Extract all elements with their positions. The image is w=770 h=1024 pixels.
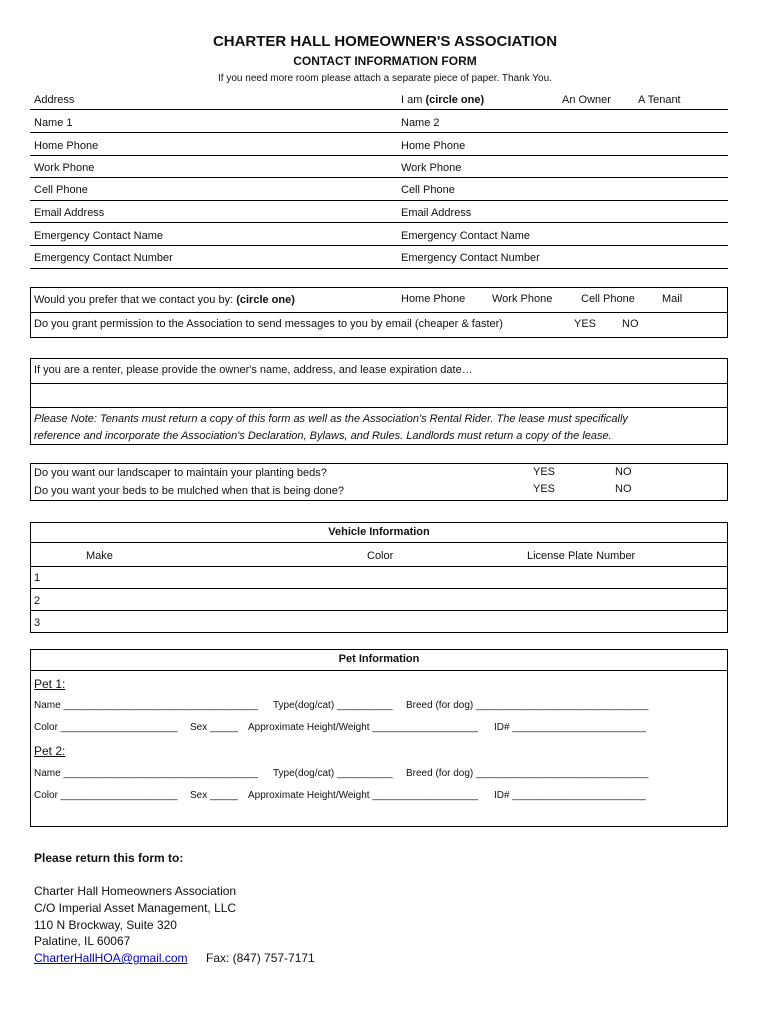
return-heading: Please return this form to:: [34, 851, 184, 865]
name1-field[interactable]: Name 1: [34, 117, 73, 129]
work-phone-2-field[interactable]: Work Phone: [401, 162, 462, 174]
form-note: If you need more room please attach a separate piece of paper. Thank You.: [218, 73, 552, 84]
mulch-yes-option[interactable]: YES: [533, 483, 556, 495]
pet2-heading: Pet 2:: [34, 744, 66, 758]
return-line-3: 110 N Brockway, Suite 320: [34, 918, 177, 932]
landscaper-no-option[interactable]: NO: [615, 466, 632, 478]
divider: [30, 245, 728, 246]
divider: [30, 200, 728, 201]
pet2-type-field[interactable]: Type(dog/cat) __________: [273, 768, 393, 779]
plate-column-header: License Plate Number: [527, 550, 636, 562]
divider: [30, 177, 728, 178]
landscaper-yes-option[interactable]: YES: [533, 466, 556, 478]
pref-cell-phone-option[interactable]: Cell Phone: [581, 293, 635, 305]
divider: [30, 610, 728, 611]
return-fax: Fax: (847) 757-7171: [206, 951, 315, 965]
pet1-name-field[interactable]: Name ___________________________________: [34, 700, 259, 711]
divider: [30, 407, 728, 408]
vehicle-title: Vehicle Information: [328, 526, 430, 538]
email-permission-question: Do you grant permission to the Association to send messages to you by email (cheaper & faster): [34, 318, 503, 330]
owner-option[interactable]: An Owner: [562, 94, 611, 106]
divider: [30, 588, 728, 589]
emergency-number-2-field[interactable]: Emergency Contact Number: [401, 252, 540, 264]
mulch-question: Do you want your beds to be mulched when that is being done?: [34, 485, 345, 497]
home-phone-2-field[interactable]: Home Phone: [401, 140, 466, 152]
pref-mail-option[interactable]: Mail: [662, 293, 683, 305]
pref-work-phone-option[interactable]: Work Phone: [492, 293, 553, 305]
return-line-4: Palatine, IL 60067: [34, 934, 131, 948]
pet1-breed-field[interactable]: Breed (for dog) _______________________________: [406, 700, 649, 711]
divider: [30, 268, 728, 269]
landscaper-question: Do you want our landscaper to maintain your planting beds?: [34, 467, 327, 479]
divider: [30, 312, 728, 313]
email-1-field[interactable]: Email Address: [34, 207, 105, 219]
vehicle-row-1[interactable]: 1: [34, 572, 41, 584]
pet2-name-field[interactable]: Name ___________________________________: [34, 768, 259, 779]
return-line-2: C/O Imperial Asset Management, LLC: [34, 901, 237, 915]
i-am-label: I am (circle one): [401, 94, 485, 106]
emergency-name-1-field[interactable]: Emergency Contact Name: [34, 230, 163, 242]
emergency-number-1-field[interactable]: Emergency Contact Number: [34, 252, 173, 264]
divider: [30, 566, 728, 567]
return-line-1: Charter Hall Homeowners Association: [34, 884, 237, 898]
tenant-note-line2: reference and incorporate the Association's Declaration, Bylaws, and Rules. Landlords must return a copy of the lease.: [34, 430, 612, 442]
pet2-id-field[interactable]: ID# ________________________: [494, 790, 646, 801]
vehicle-row-2[interactable]: 2: [34, 595, 41, 607]
pet1-height-field[interactable]: Approximate Height/Weight ___________________: [248, 722, 478, 733]
form-title: CHARTER HALL HOMEOWNER'S ASSOCIATION: [212, 33, 558, 50]
divider: [30, 383, 728, 384]
mulch-no-option[interactable]: NO: [615, 483, 632, 495]
pref-home-phone-option[interactable]: Home Phone: [401, 293, 466, 305]
pet-title: Pet Information: [338, 653, 420, 665]
tenant-note-line1: Please Note: Tenants must return a copy of this form as well as the Association's Rental Rider. The lease must specifically: [34, 413, 628, 425]
work-phone-1-field[interactable]: Work Phone: [34, 162, 95, 174]
pet2-color-field[interactable]: Color _____________________: [34, 790, 178, 801]
preference-question: Would you prefer that we contact you by: (circle one): [34, 294, 295, 306]
address-label: Address: [34, 94, 75, 106]
divider: [30, 670, 728, 671]
vehicle-row-3[interactable]: 3: [34, 617, 41, 629]
color-column-header: Color: [367, 550, 394, 562]
cell-phone-2-field[interactable]: Cell Phone: [401, 184, 455, 196]
email-no-option[interactable]: NO: [622, 318, 639, 330]
name2-field[interactable]: Name 2: [401, 117, 440, 129]
pet1-sex-field[interactable]: Sex _____: [190, 722, 238, 733]
emergency-name-2-field[interactable]: Emergency Contact Name: [401, 230, 530, 242]
divider: [30, 109, 728, 110]
email-yes-option[interactable]: YES: [574, 318, 597, 330]
pet1-type-field[interactable]: Type(dog/cat) __________: [273, 700, 393, 711]
pet2-breed-field[interactable]: Breed (for dog) _______________________________: [406, 768, 649, 779]
pet2-sex-field[interactable]: Sex _____: [190, 790, 238, 801]
pet2-height-field[interactable]: Approximate Height/Weight ___________________: [248, 790, 478, 801]
email-2-field[interactable]: Email Address: [401, 207, 472, 219]
return-email-link[interactable]: CharterHallHOA@gmail.com: [34, 951, 188, 965]
divider: [30, 632, 728, 633]
make-column-header: Make: [86, 550, 113, 562]
divider: [30, 222, 728, 223]
tenant-option[interactable]: A Tenant: [638, 94, 681, 106]
divider: [30, 155, 728, 156]
divider: [30, 132, 728, 133]
pet1-color-field[interactable]: Color _____________________: [34, 722, 178, 733]
form-subtitle: CONTACT INFORMATION FORM: [293, 54, 477, 68]
pet1-heading: Pet 1:: [34, 677, 66, 691]
pet1-id-field[interactable]: ID# ________________________: [494, 722, 646, 733]
cell-phone-1-field[interactable]: Cell Phone: [34, 184, 88, 196]
home-phone-1-field[interactable]: Home Phone: [34, 140, 99, 152]
renter-question: If you are a renter, please provide the owner's name, address, and lease expiration date…: [34, 364, 473, 376]
